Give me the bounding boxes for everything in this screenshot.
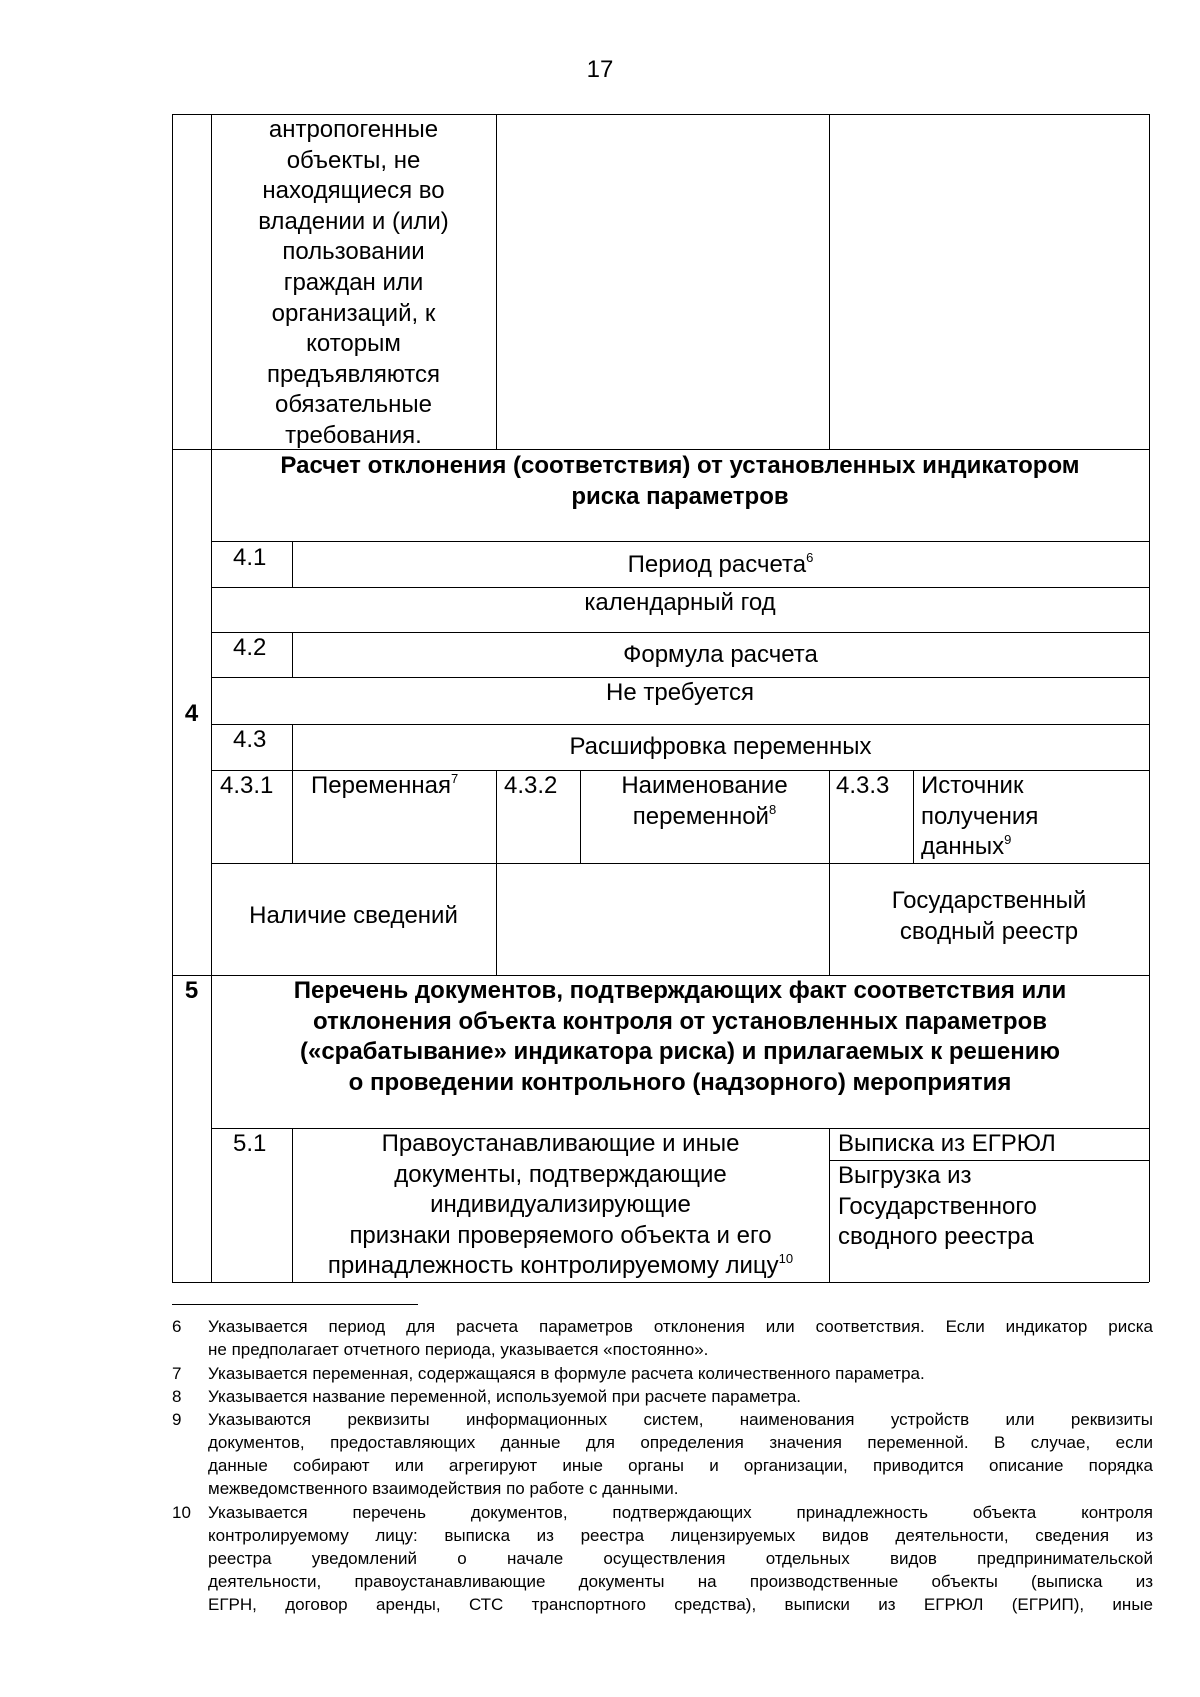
- table-rule: [829, 1128, 830, 1282]
- footnote-9: Указываются реквизиты информационных систем, наименования устройств или реквизиты документов, предоставляющих данные для определения значения переменной. В случае, если данные собирают или агрегируют иные органы и организации, приводится описание порядка межведомственного взаимодействия по работе с данными.: [208, 1410, 1153, 1498]
- s51-number: 5.1: [233, 1130, 267, 1157]
- footnote-7: Указывается переменная, содержащаяся в формуле расчета количественного параметра.: [208, 1364, 925, 1383]
- s43-number: 4.3: [233, 726, 267, 753]
- table-rule: [211, 632, 1149, 633]
- s41-number: 4.1: [233, 544, 267, 571]
- footnote-number: 9: [172, 1410, 182, 1429]
- table-rule: [496, 114, 497, 449]
- footnote-ref-10: 10: [778, 1251, 794, 1267]
- table-rule: [172, 1282, 1149, 1283]
- s41-label: Период расчета$^6$: [627, 550, 814, 578]
- s42-number: 4.2: [233, 634, 267, 661]
- table-rule: [829, 114, 830, 449]
- footnote-ref-9: 9: [1004, 832, 1012, 848]
- footnote-ref-7: 7: [451, 771, 459, 786]
- footnote-6: Указывается период для расчета параметров отклонения или соответствия. Если индикатор риска не предполагает отчетного периода, указывается «постоянно».: [208, 1317, 1153, 1359]
- s432-number: 4.3.2: [504, 772, 558, 799]
- page-number: 17: [586, 56, 614, 83]
- s433-label: Источник получения данных$^9$: [921, 772, 1039, 861]
- footnote-separator: [172, 1304, 418, 1305]
- footnote-10: Указывается перечень документов, подтверждающих принадлежность объекта контроля контролируемому лицу: выписка из реестра лицензируемых видов деятельности, сведения из реестра уведомлений о начале осуществления отдельных видов предпринимательской деятельности, правоустанавливающие документы на производственные объекты (выписка из ЕГРН, договор аренды, СТС транспортного средства), выписки из ЕГРЮЛ (ЕГРИП), иные: [208, 1503, 1153, 1614]
- footnote-ref-6: 6: [806, 550, 814, 565]
- s43-label: Расшифровка переменных: [569, 733, 872, 760]
- table-rule: [496, 770, 497, 975]
- s431-number: 4.3.1: [220, 772, 274, 799]
- row5-title: Перечень документов, подтверждающих факт соответствия или отклонения объекта контроля от установленных параметров («срабатывание» индикатора риска) и прилагаемых к решению о проведении контрольного (надзорного) мероприятия: [293, 977, 1067, 1096]
- s433-number: 4.3.3: [836, 772, 890, 799]
- s42-value: Не требуется: [606, 679, 754, 706]
- footnote-number: 10: [172, 1503, 191, 1522]
- footnote-number: 6: [172, 1317, 182, 1336]
- row4-number: 4: [184, 700, 199, 727]
- row3-description: антропогенные объекты, не находящиеся во владении и (или) пользовании граждан или организаций, к которым предъявляются обязательные требования.: [258, 116, 449, 449]
- footnote-number: 8: [172, 1387, 182, 1406]
- table-rule: [211, 863, 1149, 864]
- s51-doc2: Выгрузка из Государственного сводного реестра: [838, 1162, 1037, 1251]
- s432-label: Наименование переменной$^8$: [621, 772, 788, 830]
- row5-number: 5: [184, 977, 199, 1004]
- footnote-8: Указывается название переменной, используемой при расчете параметра.: [208, 1387, 801, 1406]
- s51-description: Правоустанавливающие и иные документы, подтверждающие индивидуализирующие признаки проверяемого объекта и его принадлежность контролируемому лицу$^{10}$: [327, 1130, 794, 1280]
- s51-doc1: Выписка из ЕГРЮЛ: [838, 1130, 1056, 1157]
- footnote-number: 7: [172, 1364, 182, 1383]
- s42-label: Формула расчета: [623, 641, 818, 668]
- s431-label: Переменная$^7$: [311, 771, 459, 799]
- table-rule: [913, 770, 914, 863]
- footnote-ref-8: 8: [768, 801, 777, 817]
- row4-title: Расчет отклонения (соответствия) от установленных индикатором риска параметров: [280, 452, 1080, 510]
- table-rule: [172, 114, 173, 1282]
- table-rule: [1149, 114, 1150, 1282]
- table-rule: [211, 541, 1149, 542]
- s43-source-value: Государственный сводный реестр: [891, 887, 1087, 945]
- s43-variable-value: Наличие сведений: [249, 902, 458, 929]
- table-rule: [211, 724, 1149, 725]
- s41-value: календарный год: [584, 589, 776, 616]
